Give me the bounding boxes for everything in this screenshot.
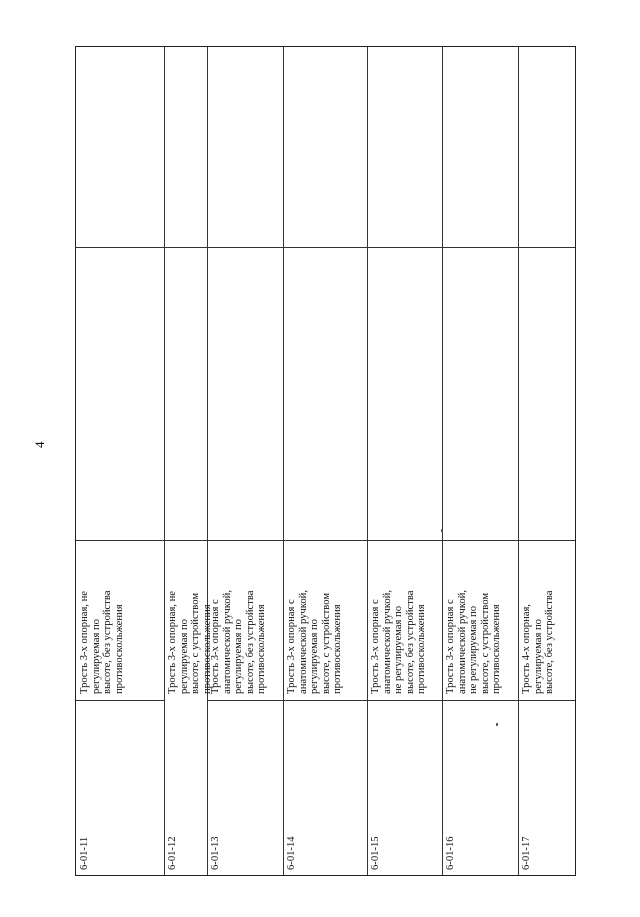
description-cell (283, 540, 366, 698)
description-cell (442, 540, 517, 698)
item-code: 6-01-15 (370, 836, 381, 870)
item-code: 6-01-12 (167, 836, 178, 870)
code-cell (164, 700, 206, 874)
page-number: 4 (32, 441, 47, 448)
item-description: Трость 3-х опорная с анатомической ручкой, не регулируемая по высоте, без устройства противоскольжения (370, 590, 428, 694)
item-code: 6-01-11 (79, 836, 90, 870)
item-code: 6-01-13 (210, 836, 221, 870)
item-description: Трость 4-х опорная, регулируемая по высоте, без устройства (521, 590, 556, 694)
description-cell (518, 540, 574, 698)
code-cell (367, 700, 441, 874)
code-cell (207, 700, 282, 874)
item-code: 6-01-17 (521, 836, 532, 870)
item-description: Трость 3-х опорная с анатомической ручкой, регулируемая по высоте, с устройством противоскольжения (286, 590, 344, 694)
description-cell (207, 540, 282, 698)
code-cell (283, 700, 366, 874)
description-cell (164, 540, 213, 698)
item-description: Трость 3-х опорная с анатомической ручкой, не регулируемая по высоте, с устройством противоскольжения (445, 590, 503, 694)
code-cell (518, 700, 574, 874)
item-code: 6-01-14 (286, 836, 297, 870)
scan-speck (441, 529, 443, 532)
item-description: Трость 3-х опорная с анатомической ручкой, регулируемая по высоте, без устройства противоскольжения (210, 590, 268, 694)
item-description: Трость 3-х опорная, не регулируемая по высоте, без устройства противоскольжения (79, 590, 125, 694)
description-cell (76, 540, 163, 698)
description-cell (367, 540, 441, 698)
code-cell (442, 700, 517, 874)
item-description: Трость 3-х опорная, не регулируемая по высоте, с устройством противоскольжения (167, 591, 213, 694)
row-divider (76, 247, 575, 248)
code-cell (76, 700, 163, 874)
item-code: 6-01-16 (445, 836, 456, 870)
